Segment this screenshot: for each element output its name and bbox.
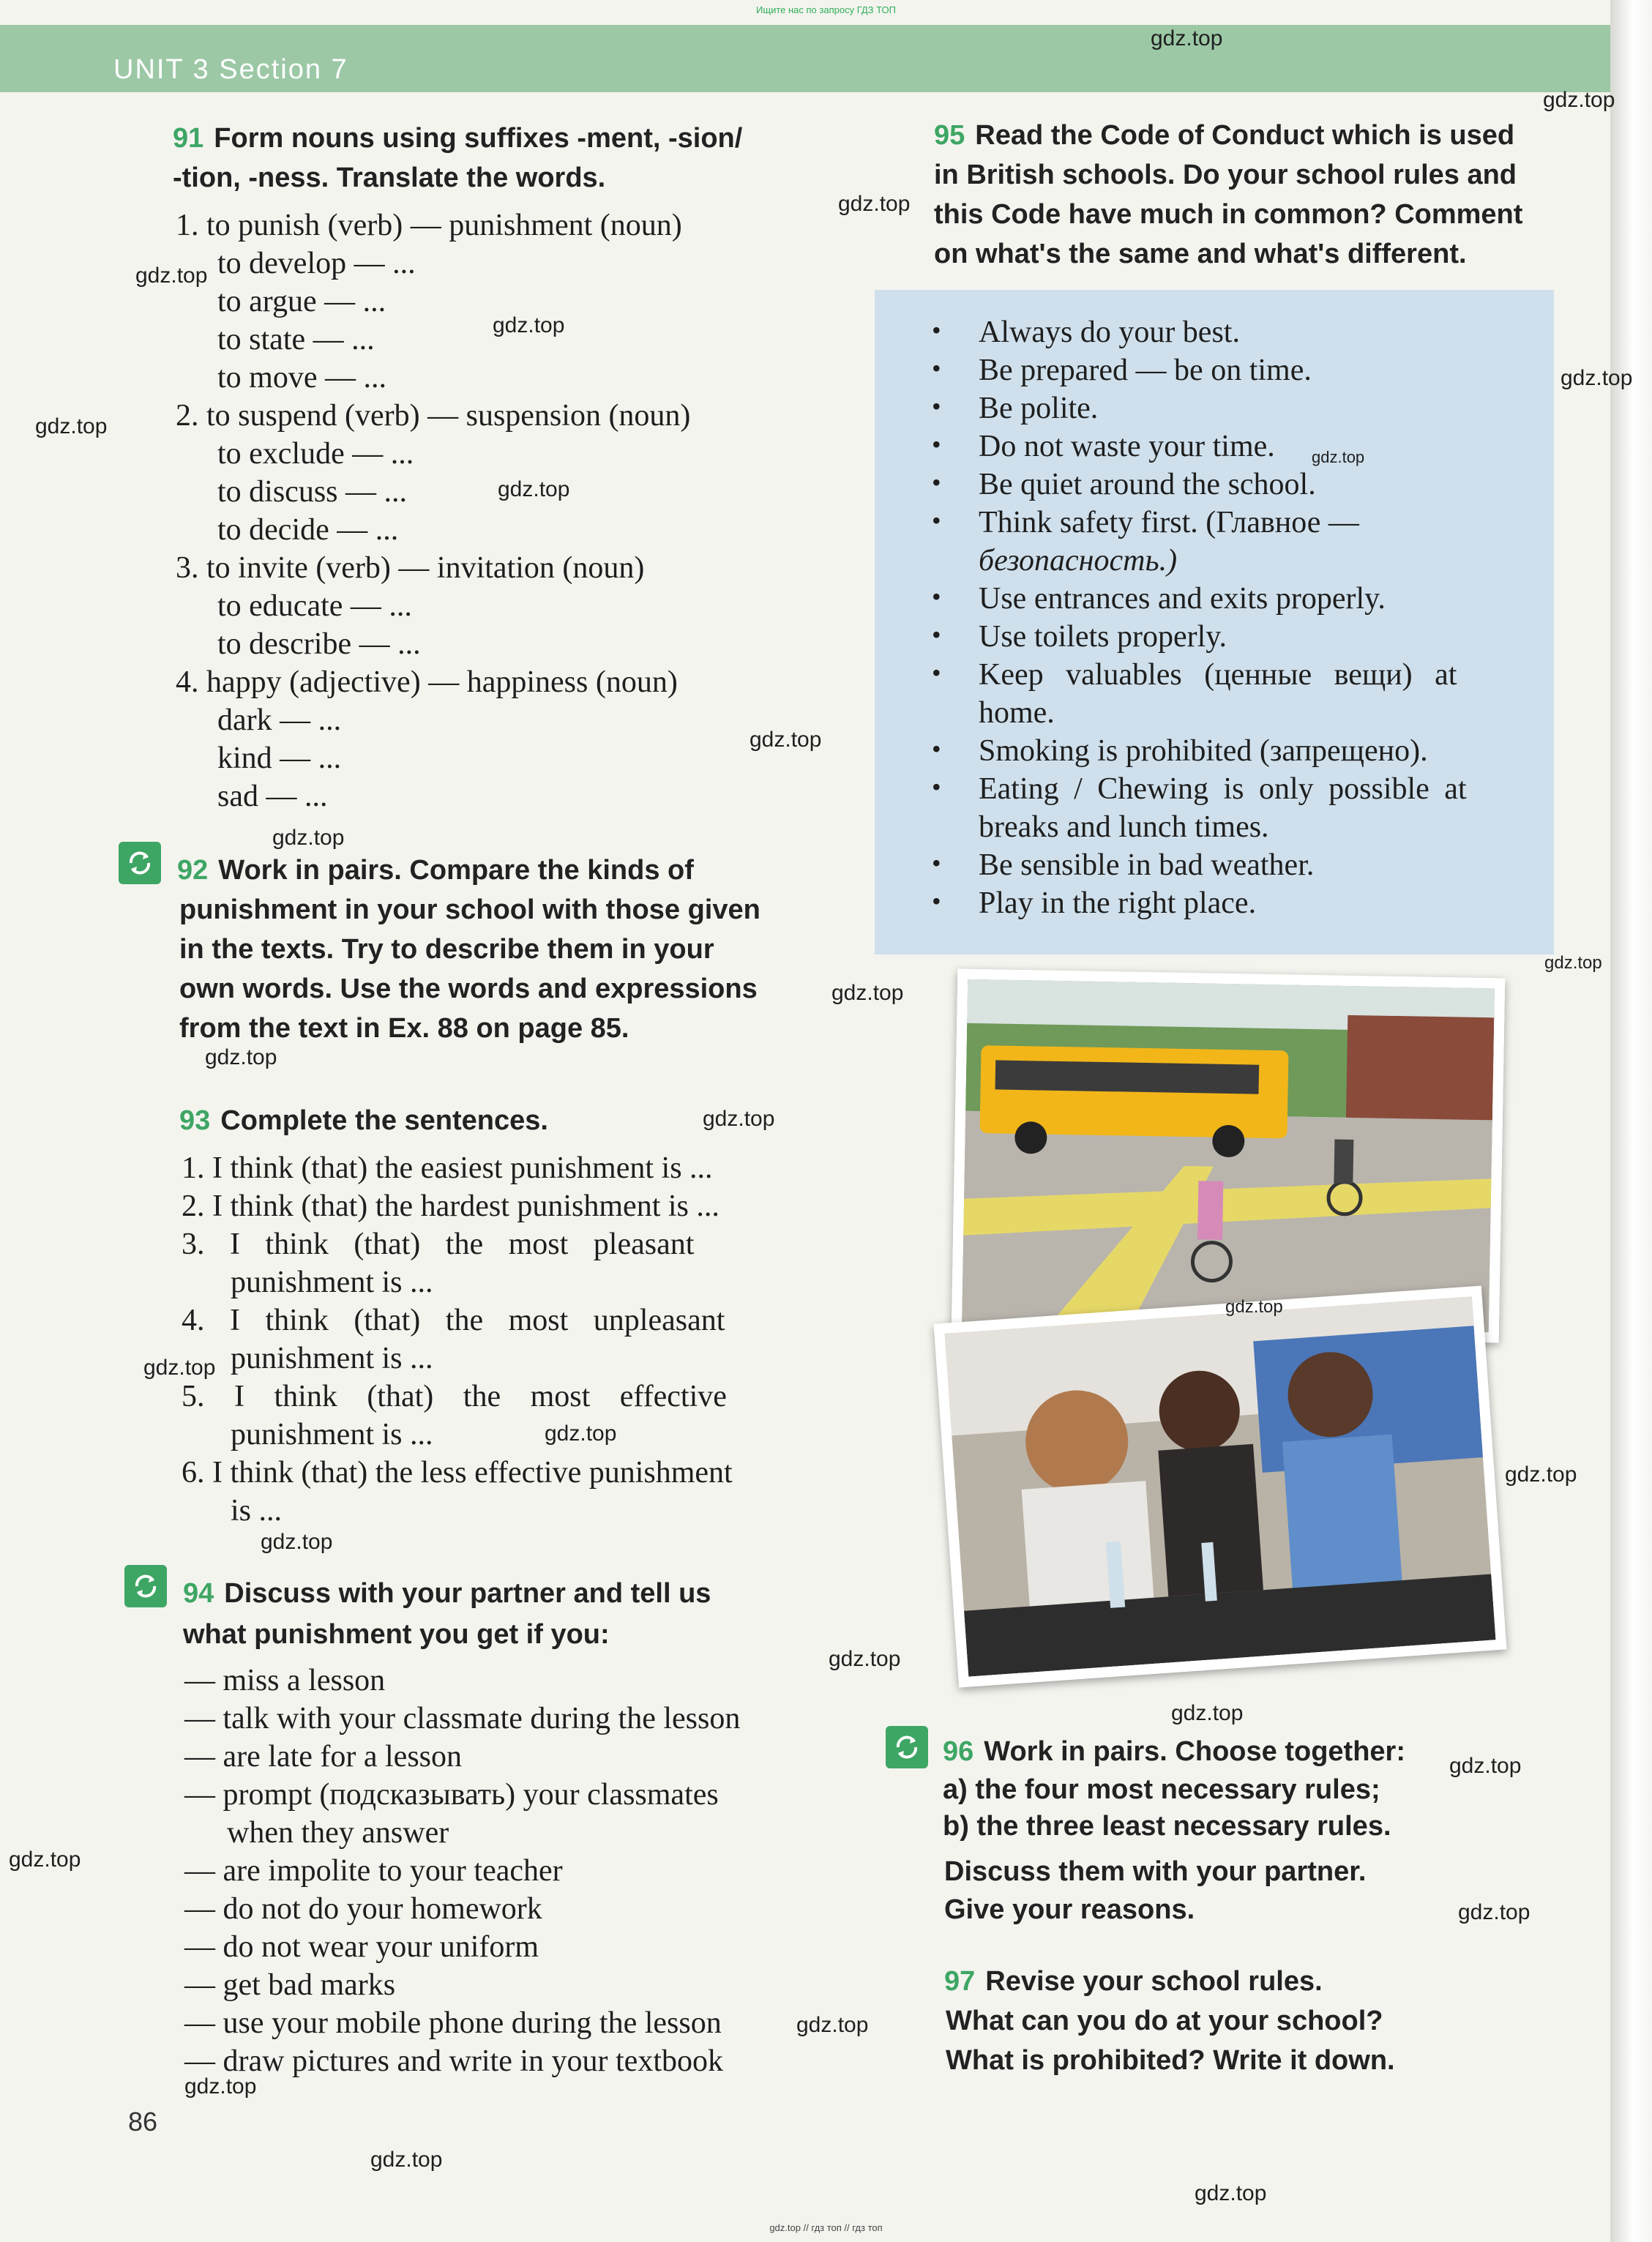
rule-item-continued: безопасность.) (979, 544, 1178, 578)
bullet: • (932, 468, 941, 497)
ex94-line: — use your mobile phone during the lesson (184, 2006, 722, 2040)
ex97-heading (944, 1962, 1323, 2001)
watermark-text: gdz.top (1151, 26, 1223, 51)
ex91-line: to discuss — ... (217, 475, 408, 509)
ex91-number: 91 (173, 123, 204, 154)
ex96-line: Discuss them with your partner. (944, 1856, 1367, 1887)
ex96-number: 96 (943, 1736, 974, 1767)
ex97-line: Revise your school rules. (985, 1966, 1323, 1997)
site-footer-note: gdz.top // гдз топ // гдз топ (769, 2222, 883, 2233)
ex91-heading (173, 119, 742, 158)
ex96-line: a) the four most necessary rules; (943, 1774, 1380, 1805)
watermark-text: gdz.top (261, 1530, 333, 1554)
ex95-line: on what's the same and what's different. (934, 239, 1467, 269)
rule-item: Keep valuables (ценные вещи) at (979, 658, 1457, 692)
watermark-text: gdz.top (1225, 1297, 1283, 1317)
rule-item-continued: home. (979, 696, 1055, 730)
ex96-line: Work in pairs. Choose together: (984, 1736, 1405, 1767)
ex91-line: kind — ... (217, 741, 342, 775)
ex91-line: to argue — ... (217, 285, 386, 318)
ex94-heading (183, 1574, 711, 1613)
ex92-line: own words. Use the words and expressions (179, 974, 758, 1004)
watermark-text: gdz.top (1312, 448, 1365, 466)
watermark-text: gdz.top (831, 981, 904, 1005)
ex92-heading (177, 851, 694, 890)
ex95-number: 95 (934, 120, 965, 151)
pair-work-icon (886, 1726, 928, 1768)
bullet: • (932, 658, 941, 687)
ex91-line: 2. to suspend (verb) — suspension (noun) (176, 399, 691, 433)
ex91-line: sad — ... (217, 780, 328, 813)
ex94-number: 94 (183, 1578, 214, 1609)
school-bus-photo (952, 969, 1506, 1343)
ex93-line: 4. I think (that) the most unpleasant (182, 1304, 725, 1337)
rule-item: Use entrances and exits properly. (979, 582, 1386, 616)
ex91-line: to educate — ... (217, 589, 412, 623)
ex97-line: What is prohibited? Write it down. (946, 2045, 1395, 2076)
watermark-text: gdz.top (1195, 2181, 1267, 2205)
ex91-line: to state — ... (217, 323, 375, 356)
ex93-title: Complete the sentences. (220, 1105, 548, 1136)
watermark-text: gdz.top (703, 1107, 775, 1131)
ex95-line: in British schools. Do your school rules and (934, 160, 1517, 190)
rule-item: Always do your best. (979, 315, 1240, 349)
ex97-line: What can you do at your school? (946, 2006, 1383, 2036)
rule-item: Do not waste your time. (979, 430, 1275, 463)
ex91-line: 1. to punish (verb) — punishment (noun) (176, 209, 682, 242)
watermark-text: gdz.top (205, 1045, 277, 1069)
watermark-text: gdz.top (143, 1356, 216, 1380)
ex91-title-line2: -tion, -ness. Translate the words. (173, 162, 606, 193)
ex92-line: punishment in your school with those given (179, 894, 760, 925)
book-spine-shadow (1610, 0, 1652, 2242)
ex94-line: — do not wear your uniform (184, 1930, 539, 1964)
rule-item: Be polite. (979, 392, 1099, 425)
rule-item: Use toilets properly. (979, 620, 1227, 654)
watermark-text: gdz.top (545, 1421, 617, 1446)
watermark-text: gdz.top (1449, 1754, 1522, 1778)
ex91-line: to exclude — ... (217, 437, 414, 471)
ex93-line: punishment is ... (231, 1342, 433, 1375)
ex94-line: when they answer (227, 1816, 449, 1850)
ex91-line: to decide — ... (217, 513, 399, 547)
rule-item: Be prepared — be on time. (979, 354, 1312, 387)
ex96-line: b) the three least necessary rules. (943, 1811, 1391, 1842)
watermark-text: gdz.top (370, 2148, 443, 2172)
watermark-text: gdz.top (135, 264, 208, 288)
watermark-text: gdz.top (493, 313, 565, 337)
ex94-line: — talk with your classmate during the lesson (184, 1702, 741, 1735)
site-search-note: Ищите нас по запросу ГДЗ ТОП (756, 4, 896, 15)
unit-section-title: UNIT 3 Section 7 (113, 54, 348, 85)
ex91-line: to move — ... (217, 361, 386, 395)
ex93-number: 93 (179, 1105, 211, 1136)
watermark-text: gdz.top (750, 728, 822, 752)
bullet: • (932, 315, 941, 345)
bullet: • (932, 582, 941, 611)
ex91-line: 4. happy (adjective) — happiness (noun) (176, 665, 678, 699)
ex95-line: Read the Code of Conduct which is used (975, 120, 1515, 151)
bullet: • (932, 354, 941, 383)
page-number: 86 (128, 2107, 158, 2137)
ex94-line: — get bad marks (184, 1968, 396, 2002)
watermark-text: gdz.top (272, 826, 345, 850)
rule-item: Smoking is prohibited (запрещено). (979, 734, 1428, 768)
watermark-text: gdz.top (1505, 1462, 1577, 1487)
watermark-text: gdz.top (838, 192, 911, 216)
ex93-line: 2. I think (that) the hardest punishment is ... (182, 1189, 720, 1223)
watermark-text: gdz.top (796, 2013, 869, 2037)
ex91-line: dark — ... (217, 703, 342, 737)
watermark-text: gdz.top (1561, 366, 1633, 390)
bullet: • (932, 430, 941, 459)
rule-item: Be quiet around the school. (979, 468, 1316, 501)
pair-work-icon (119, 842, 161, 884)
ex94-line: — are impolite to your teacher (184, 1854, 563, 1888)
ex95-line: this Code have much in common? Comment (934, 199, 1523, 230)
ex96-line: Give your reasons. (944, 1894, 1195, 1925)
ex94-title-line2: what punishment you get if you: (183, 1619, 610, 1650)
ex94-line: — are late for a lesson (184, 1740, 463, 1774)
bullet: • (932, 734, 941, 763)
rule-item: Play in the right place. (979, 886, 1257, 920)
bullet: • (932, 848, 941, 878)
ex94-line: — miss a lesson (184, 1664, 386, 1697)
ex92-line: in the texts. Try to describe them in your (179, 934, 714, 965)
ex93-line: punishment is ... (231, 1266, 433, 1299)
ex93-line: 6. I think (that) the less effective punishment (182, 1456, 733, 1490)
watermark-text: gdz.top (1171, 1701, 1244, 1725)
ex95-heading (934, 116, 1514, 155)
watermark-text: gdz.top (829, 1647, 901, 1671)
watermark-text: gdz.top (498, 477, 570, 501)
ex94-line: — draw pictures and write in your textbook (184, 2044, 723, 2078)
ex91-title-line1: Form nouns using suffixes -ment, -sion/ (214, 123, 743, 154)
ex96-heading (943, 1732, 1405, 1771)
ex91-line: to describe — ... (217, 627, 421, 661)
ex93-line: 5. I think (that) the most effective (182, 1380, 727, 1413)
rule-item: Think safety first. (Главное — (979, 506, 1359, 539)
ex93-line: 3. I think (that) the most pleasant (182, 1228, 695, 1261)
ex94-line: — do not do your homework (184, 1892, 542, 1926)
watermark-text: gdz.top (1543, 88, 1615, 112)
watermark-text: gdz.top (184, 2074, 257, 2099)
watermark-text: gdz.top (9, 1847, 81, 1872)
ex92-line: from the text in Ex. 88 on page 85. (179, 1013, 629, 1044)
bullet: • (932, 772, 941, 801)
ex93-line: punishment is ... (231, 1418, 433, 1451)
ex92-line: Work in pairs. Compare the kinds of (218, 855, 694, 886)
ex93-line: 1. I think (that) the easiest punishment is ... (182, 1151, 713, 1185)
watermark-text: gdz.top (1544, 953, 1602, 973)
bullet: • (932, 392, 941, 421)
science-lab-photo (934, 1285, 1507, 1687)
ex93-line: is ... (231, 1494, 283, 1528)
ex91-line: 3. to invite (verb) — invitation (noun) (176, 551, 645, 585)
ex94-line: — prompt (подсказывать) your classmates (184, 1778, 719, 1812)
ex93-heading (179, 1101, 548, 1140)
watermark-text: gdz.top (1458, 1900, 1530, 1924)
bullet: • (932, 886, 941, 916)
ex94-title-line1: Discuss with your partner and tell us (224, 1578, 711, 1609)
ex97-number: 97 (944, 1966, 976, 1997)
bullet: • (932, 506, 941, 535)
pair-work-icon (124, 1565, 167, 1607)
ex91-line: to develop — ... (217, 247, 416, 280)
rule-item: Eating / Chewing is only possible at (979, 772, 1467, 806)
rule-item: Be sensible in bad weather. (979, 848, 1315, 882)
ex92-number: 92 (177, 855, 209, 886)
bullet: • (932, 620, 941, 649)
rule-item-continued: breaks and lunch times. (979, 810, 1269, 844)
watermark-text: gdz.top (35, 414, 108, 438)
